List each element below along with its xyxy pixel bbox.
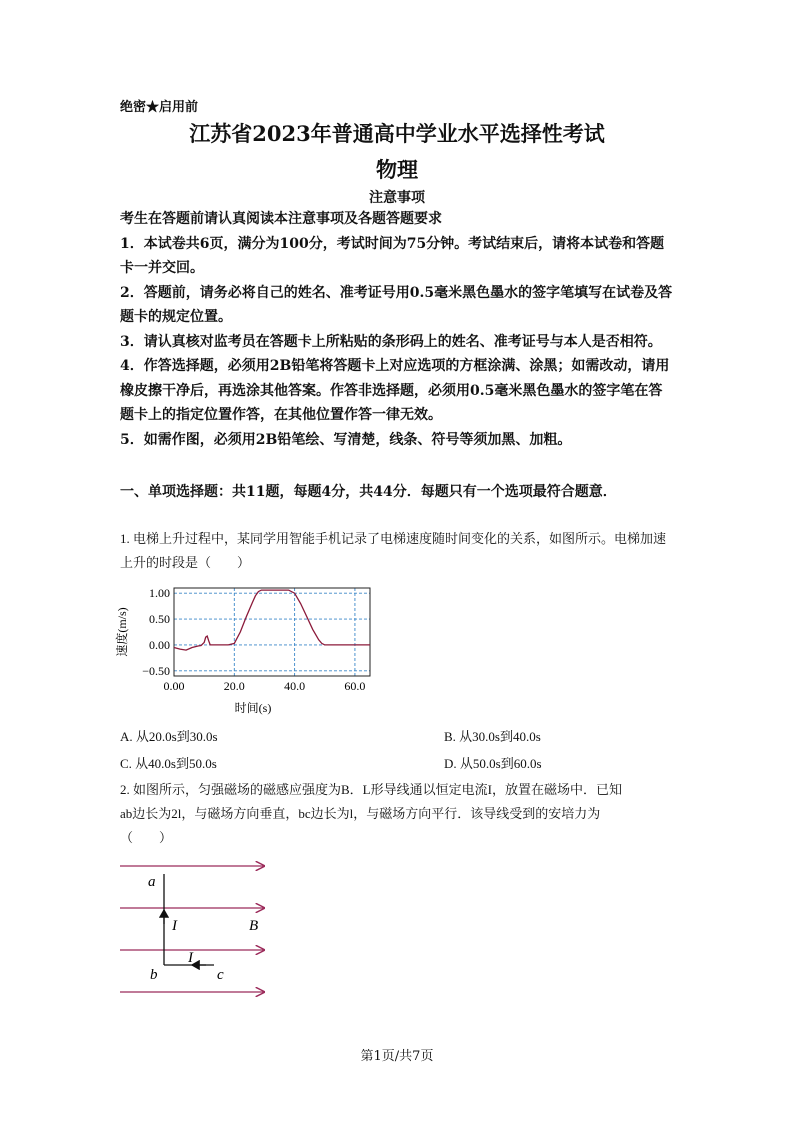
chart-plot-frame [174, 588, 370, 676]
question-2-line-1: 2. 如图所示，匀强磁场的磁感应强度为B．L形导线通以恒定电流I，放置在磁场中．已知 [120, 782, 622, 797]
q1-option-b[interactable]: B. 从30.0s到40.0s [444, 729, 541, 744]
chart-y-axis-label: 速度(m/s) [115, 607, 129, 657]
question-2-stem [120, 778, 676, 850]
x-tick-label-0: 0.00 [163, 679, 185, 693]
y-tick-label-2: 0.00 [149, 637, 170, 652]
x-tick-label-1: 20.0 [223, 679, 245, 693]
velocity-series-line [174, 590, 370, 650]
x-tick-label-3: 60.0 [344, 679, 366, 693]
chart-grid [174, 588, 370, 676]
y-tick-label-0: 1.00 [149, 586, 170, 601]
question-2-line-3: （ ） [120, 830, 173, 845]
notice-intro: 考生在答题前请认真阅读本注意事项及各题答题要求 [120, 211, 442, 227]
subject-title: 物理 [376, 157, 418, 182]
label-current-vertical: I [172, 918, 177, 934]
q1-option-d[interactable]: D. 从50.0s到60.0s [444, 756, 542, 771]
notice-item-1: 1．本试卷共6页，满分为100分，考试时间为75分钟。考试结束后，请将本试卷和答题卡一并交回。 [120, 235, 665, 276]
label-c: c [217, 967, 224, 983]
section-heading: 一、单项选择题：共11题，每题4分，共44分．每题只有一个选项最符合题意． [120, 484, 617, 500]
label-current-horizontal: I [188, 950, 193, 966]
chart-x-axis-label: 时间(s) [234, 701, 272, 715]
q1-option-a[interactable]: A. 从20.0s到30.0s [120, 729, 218, 744]
notice-block [120, 207, 676, 452]
page-footer: 第1页/共7页 [360, 1049, 434, 1064]
label-b: b [150, 967, 158, 983]
x-tick-label-2: 40.0 [284, 679, 306, 693]
notice-item-4: 4．作答选择题，必须用2B铅笔将答题卡上对应选项的方框涂满、涂黑；如需改动，请用橡皮擦干净后，再选涂其他答案。作答非选择题，必须用0.5毫米黑色墨水的签字笔在答题卡上的指定位置作答，在其他位置作答一律无效。 [120, 358, 670, 423]
q1-option-c[interactable]: C. 从40.0s到50.0s [120, 756, 217, 771]
chart-ticks [142, 586, 365, 693]
question-2-line-2: ab边长为2l，与磁场方向垂直，bc边长为l，与磁场方向平行．该导线受到的安培力为 [120, 806, 601, 821]
secret-label: 绝密★启用前 [120, 100, 199, 115]
label-field-b: B [249, 918, 259, 934]
velocity-time-chart [112, 582, 382, 717]
notice-item-3: 3．请认真核对监考员在答题卡上所粘贴的条形码上的姓名、准考证号与本人是否相符。 [120, 333, 662, 350]
notice-item-5: 5．如需作图，必须用2B铅笔绘、写清楚，线条、符号等须加黑、加粗。 [120, 431, 572, 448]
question-1-stem: 1. 电梯上升过程中，某同学用智能手机记录了电梯速度随时间变化的关系，如图所示。电梯加速上升的时段是（ ） [120, 531, 667, 570]
label-a: a [148, 874, 156, 890]
magnetic-field-figure [112, 852, 277, 1002]
y-tick-label-1: 0.50 [149, 612, 170, 627]
notice-heading: 注意事项 [369, 190, 425, 206]
notice-item-2: 2．答题前，请务必将自己的姓名、准考证号用0.5毫米黑色墨水的签字笔填写在试卷及答题卡的规定位置。 [120, 284, 673, 325]
exam-title: 江苏省2023年普通高中学业水平选择性考试 [189, 121, 605, 146]
y-tick-label-3: −0.50 [142, 663, 170, 678]
